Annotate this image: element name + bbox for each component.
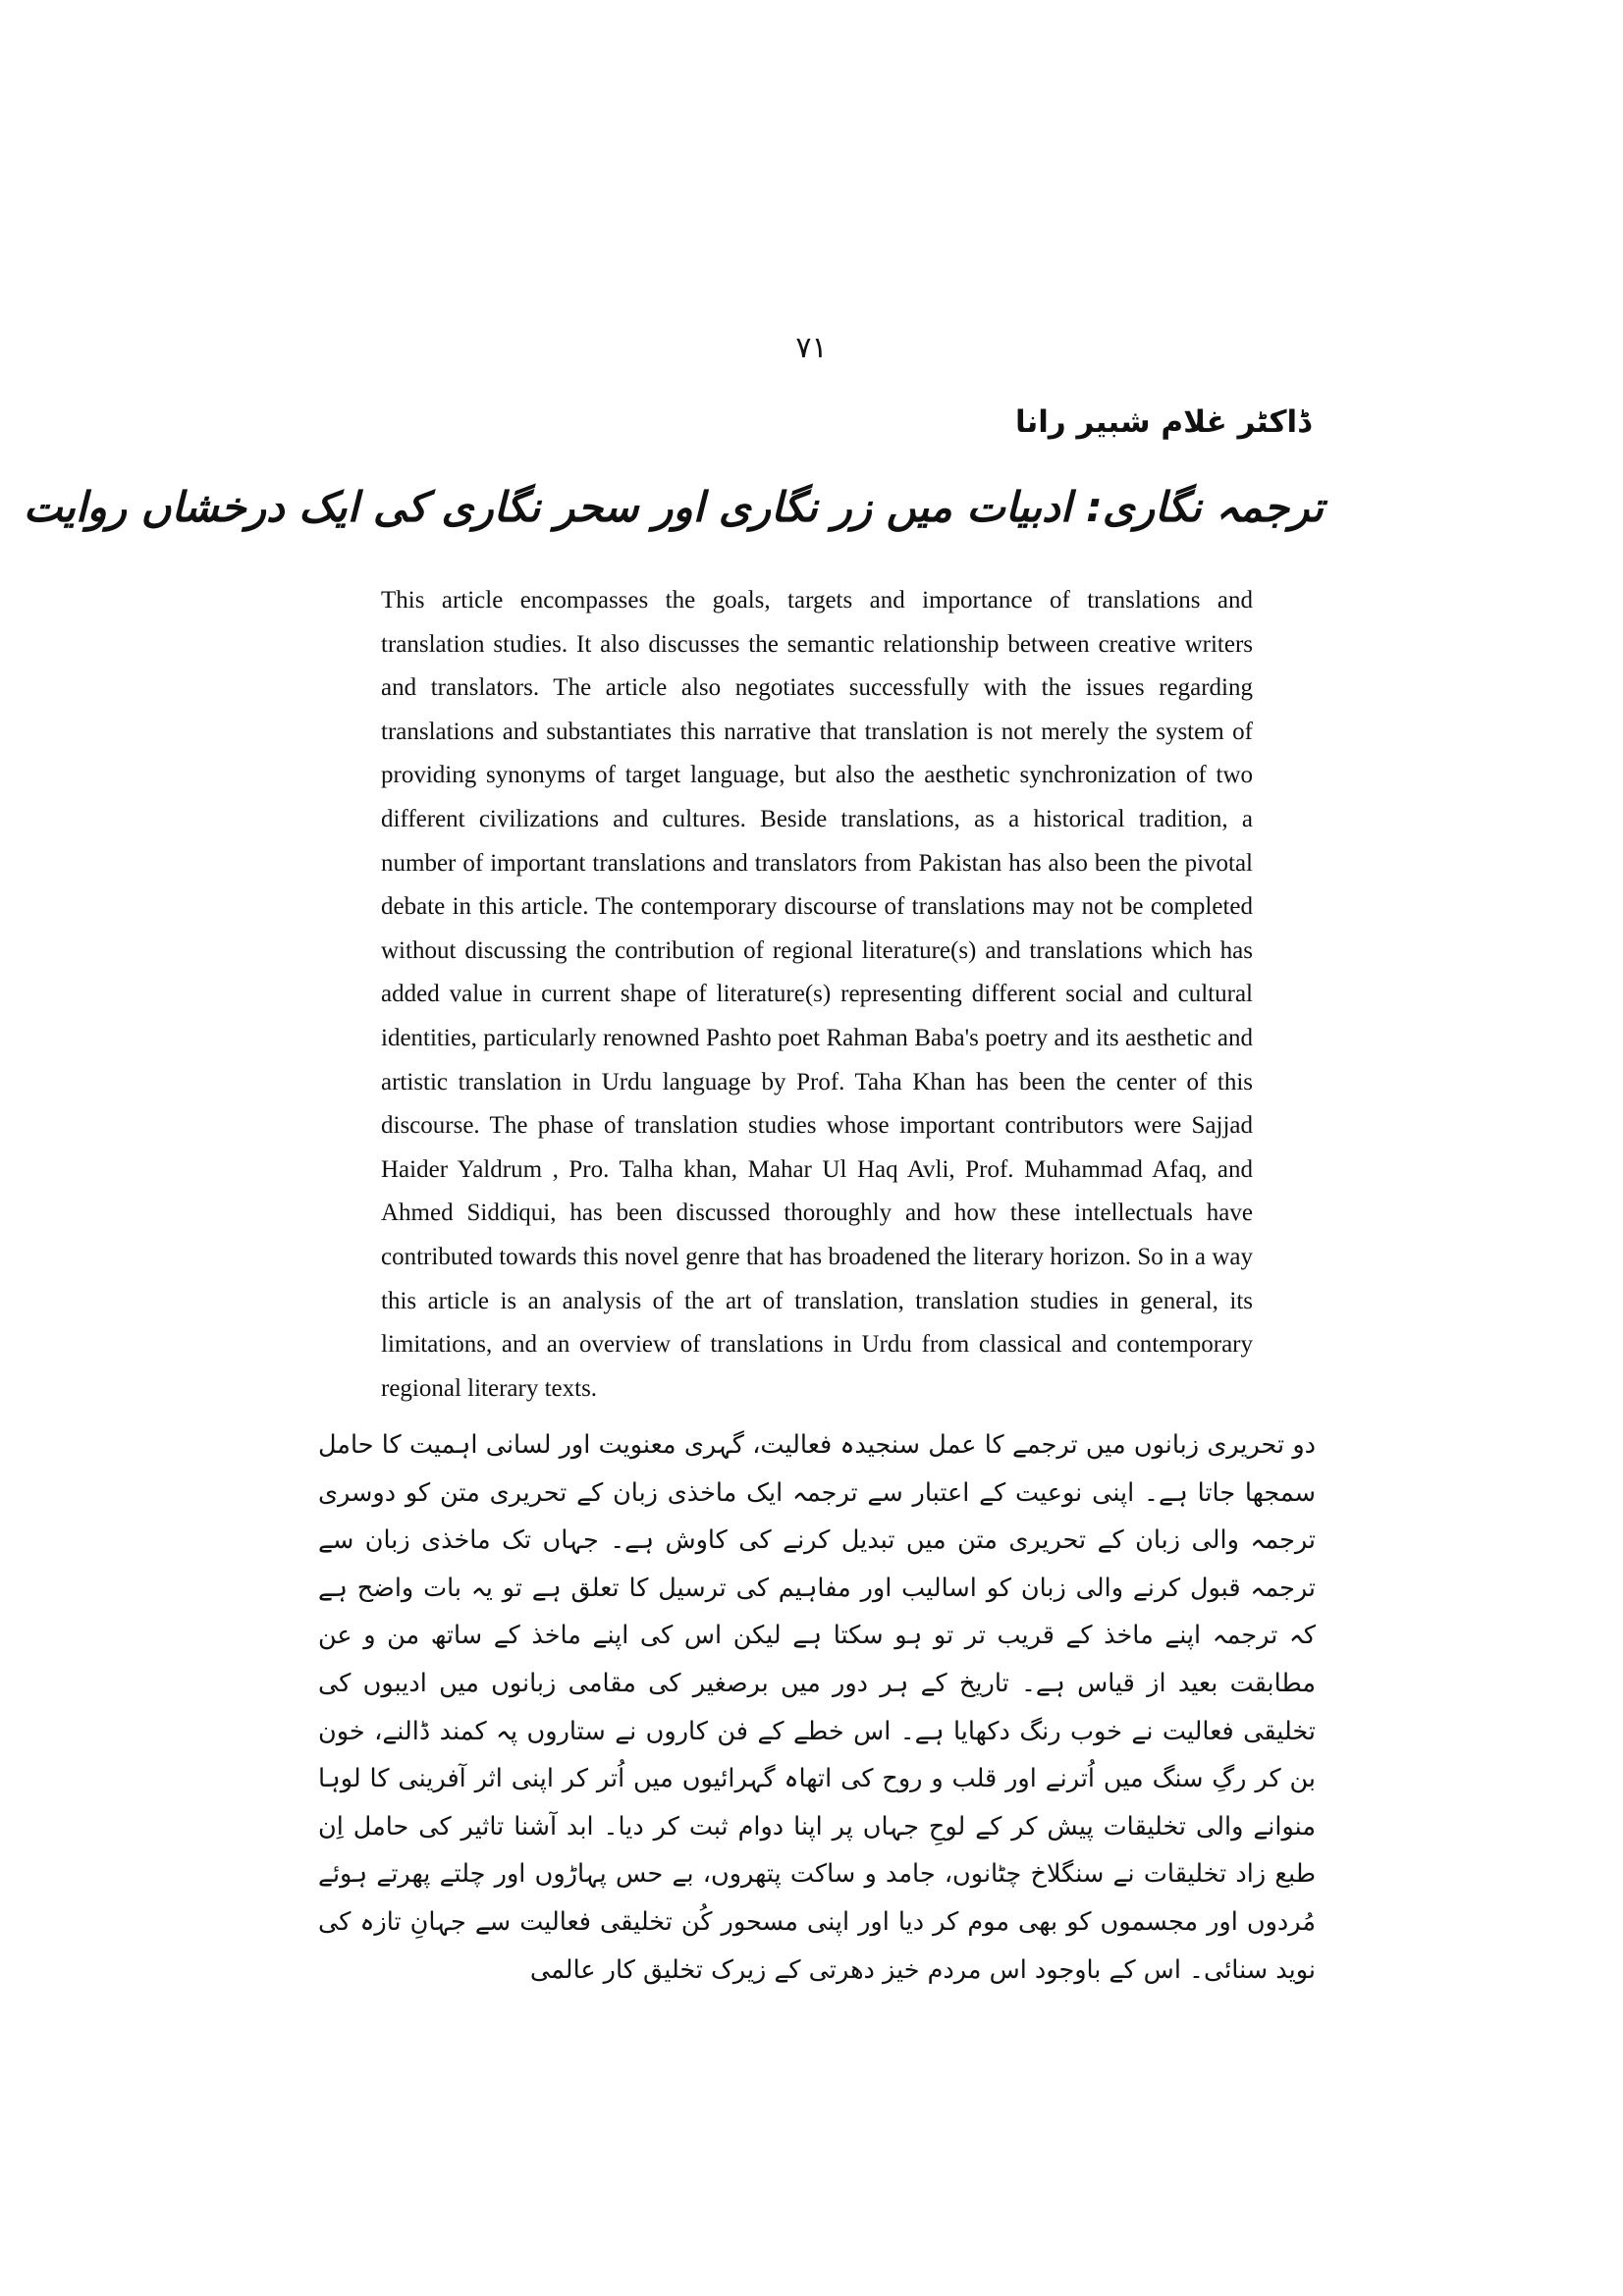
page-number: ۷۱ [795,331,828,365]
abstract-paragraph: This article encompasses the goals, targets and importance of translations and translation studies. It also discusses the semantic relationship between creative writers and translators. The article also negotiates successfully with the issues regarding translations and substantiates this narrative that translation is not merely the system of providing synonyms of target language, but also the aesthetic synchronization of two different civilizations and cultures. Beside translations, as a historical tradition, a number of important translations and translators from Pakistan has also been the pivotal debate in this article. The contemporary discourse of translations may not be completed without discussing the contribution of regional literature(s) and translations which has added value in current shape of literature(s) representing different social and cultural identities, particularly renowned Pashto poet Rahman Baba's poetry and its aesthetic and artistic translation in Urdu language by Prof. Taha Khan has been the center of this discourse. The phase of translation studies whose important contributors were Sajjad Haider Yaldrum , Pro. Talha khan, Mahar Ul Haq Avli, Prof. Muhammad Afaq, and Ahmed Siddiqui, has been discussed thoroughly and how these intellectuals have contributed towards this novel genre that has broadened the literary horizon. So in a way this article is an analysis of the art of translation, translation studies in general, its limitations, and an overview of translations in Urdu from classical and contemporary regional literary texts. [381,587,1253,1402]
author-name: ڈاکٹر غلام شبیر رانا [1014,404,1311,440]
body-paragraph: دو تحریری زبانوں میں ترجمے کا عمل سنجیدہ فعالیت، گہری معنویت اور لسانی اہمیت کا حامل سمجھا جاتا ہے۔ اپنی نوعیت کے اعتبار سے ترجمہ ایک ماخذی زبان کے تحریری متن کو دوسری ترجمہ والی زبان کے تحریری متن میں تبدیل کرنے کی کاوش ہے۔ جہاں تک ماخذی زبان سے ترجمہ قبول کرنے والی زبان کو اسالیب اور مفاہیم کی ترسیل کا تعلق ہے تو یہ بات واضح ہے کہ ترجمہ اپنے ماخذ کے قریب تر تو ہو سکتا ہے لیکن اس کی اپنے ماخذ کے ساتھ من و عن مطابقت بعید از قیاس ہے۔ تاریخ کے ہر دور میں برصغیر کی مقامی زبانوں میں ادیبوں کی تخلیقی فعالیت نے خوب رنگ دکھایا ہے۔ اس خطے کے فن کاروں نے ستاروں پہ کمند ڈالنے، خون بن کر رگِ سنگ میں اُترنے اور قلب و روح کی اتھاہ گہرائیوں میں اُتر کر اپنی اثر آفرینی کا لوہا منوانے والی تخلیقات پیش کر کے لوحِ جہاں پر اپنا دوام ثبت کر دیا۔ ابد آشنا تاثیر کی حامل اِن طبع زاد تخلیقات نے سنگلاخ چٹانوں، جامد و ساکت پتھروں، بے حس پہاڑوں اور چلتے پھرتے ہوئے مُردوں اور مجسموں کو بھی موم کر دیا اور اپنی مسحور کُن تخلیقی فعالیت سے جہانِ تازہ کی نوید سنائی۔ اس کے باوجود اس مردم خیز دھرتی کے زیرک تخلیق کار عالمی [318,1430,1316,1985]
article-title: ترجمہ نگاری: ادبیات میں زر نگاری اور سحر نگاری کی ایک درخشاں روایت [23,483,1324,531]
